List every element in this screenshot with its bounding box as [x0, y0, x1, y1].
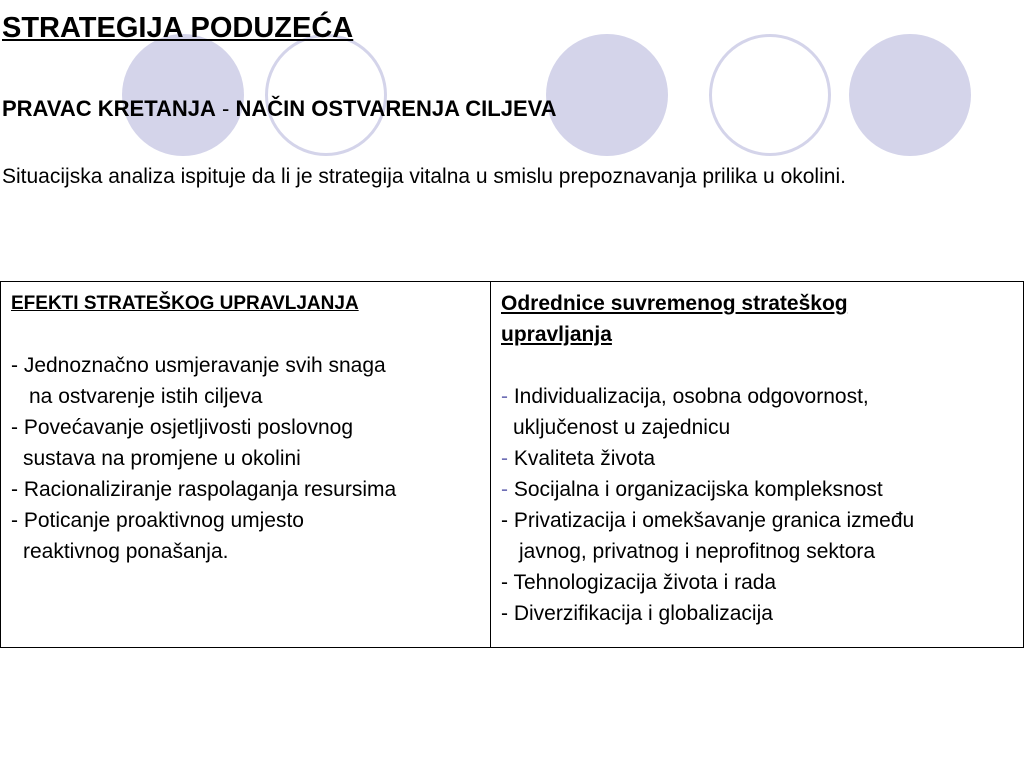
list-item-continuation: uključenost u zajednicu [513, 416, 731, 439]
list-item-text: Individualizacija, osobna odgovornost, [513, 385, 869, 408]
list-item: - Diverzifikacija i globalizacija [501, 602, 773, 625]
decorative-circle-1 [122, 34, 244, 156]
list-item: - Racionaliziranje raspolaganja resursima [11, 478, 397, 501]
decorative-circle-4 [709, 34, 831, 156]
right-column-list [501, 381, 1023, 629]
subtitle-part-2: NAČIN OSTVARENJA CILJEVA [235, 96, 557, 121]
list-item-continuation: reaktivnog ponašanja. [23, 540, 229, 563]
comparison-table [0, 281, 1024, 648]
right-column-title-line-2: upravljanja [501, 323, 612, 346]
list-item: - Tehnologizacija života i rada [501, 571, 777, 594]
decorative-circle-5 [849, 34, 971, 156]
list-dash: - [501, 385, 508, 408]
left-column-list [11, 350, 490, 567]
left-column-title: EFEKTI STRATEŠKOG UPRAVLJANJA [11, 293, 359, 314]
slide-subtitle [2, 96, 557, 122]
list-item [501, 381, 1023, 412]
subtitle-separator: - [215, 96, 236, 121]
list-dash: - [501, 478, 508, 501]
list-item-continuation: sustava na promjene u okolini [23, 447, 301, 470]
decorative-circle-3 [546, 34, 668, 156]
list-dash: - [501, 447, 508, 470]
list-item [501, 443, 1023, 474]
list-item: - Povećavanje osjetljivosti poslovnog [11, 416, 354, 439]
decorative-circle-2 [265, 34, 387, 156]
list-item-continuation: javnog, privatnog i neprofitnog sektora [519, 540, 876, 563]
right-column-title-line-1: Odrednice suvremenog strateškog [501, 292, 848, 315]
list-item: - Privatizacija i omekšavanje granica između [501, 509, 915, 532]
list-item-continuation: na ostvarenje istih ciljeva [29, 385, 263, 408]
table-column-right [491, 282, 1023, 647]
list-item: - Jednoznačno usmjeravanje svih snaga [11, 354, 386, 377]
table-column-left [1, 282, 491, 647]
list-item-text: Socijalna i organizacijska kompleksnost [513, 478, 883, 501]
subtitle-part-1: PRAVAC KRETANJA [2, 96, 216, 121]
intro-text: Situacijska analiza ispituje da li je strategija vitalna u smislu prepoznavanja prilika u okolini. [2, 165, 846, 188]
list-item [501, 474, 1023, 505]
list-item: - Poticanje proaktivnog umjesto [11, 509, 304, 532]
right-column-title [501, 288, 1023, 350]
slide-title: STRATEGIJA PODUZEĆA [2, 12, 354, 44]
list-item-text: Kvaliteta života [513, 447, 656, 470]
